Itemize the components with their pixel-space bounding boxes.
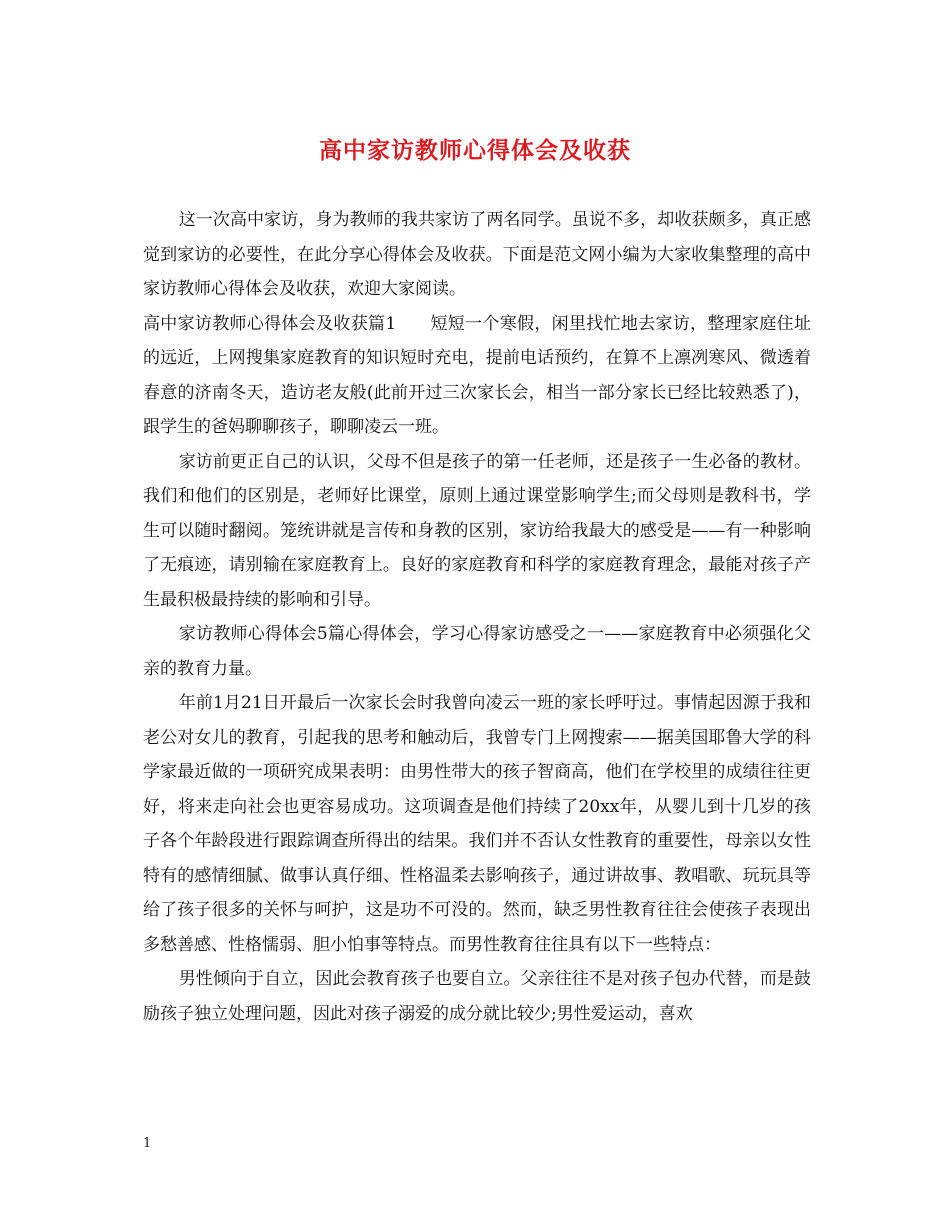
paragraph-5: 年前1月21日开最后一次家长会时我曾向凌云一班的家长呼吁过。事情起因源于我和老公对女儿的教育，引起我的思考和触动后，我曾专门上网搜索——据美国耶鲁大学的科学家最近做的一项研究成果表明：由男性带大的孩子智商高，他们在学校里的成绩往往更好，将来走向社会也更容易成功。这项调查是他们持续了20xx年，从婴儿到十几岁的孩子各个年龄段进行跟踪调查所得出的结果。我们并不否认女性教育的重要性，母亲以女性特有的感情细腻、做事认真仔细、性格温柔去影响孩子，通过讲故事、教唱歌、玩玩具等给了孩子很多的关怀与呵护，这是功不可没的。然而，缺乏男性教育往往会使孩子表现出多愁善感、性格懦弱、胆小怕事等特点。而男性教育往往具有以下一些特点： — [143, 693, 811, 955]
paragraph-6: 男性倾向于自立，因此会教育孩子也要自立。父亲往往不是对孩子包办代替，而是鼓励孩子独立处理问题，因此对孩子溺爱的成分就比较少;男性爱运动，喜欢 — [143, 969, 811, 1024]
section-1-text: 短短一个寒假，闲里找忙地去家访，整理家庭住址的远近，上网搜集家庭教育的知识短时充电，提前电话预约，在算不上凛冽寒风、微透着春意的济南冬天，造访老友般(此前开过三次家长会，相当一部分家长已经比较熟悉了)，跟学生的爸妈聊聊孩子，聊聊凌云一班。 — [143, 313, 811, 437]
section-heading: 高中家访教师心得体会及收获篇1 — [143, 313, 397, 334]
page-number: 1 — [143, 1136, 152, 1151]
paragraph-4: 家访教师心得体会5篇心得体会，学习心得家访感受之一——家庭教育中必须强化父亲的教育力量。 — [143, 624, 811, 679]
document-body — [143, 203, 811, 1031]
paragraph-3: 家访前更正自己的认识，父母不但是孩子的第一任老师，还是孩子一生必备的教材。我们和他们的区别是，老师好比课堂，原则上通过课堂影响学生;而父母则是教科书，学生可以随时翻阅。笼统讲就是言传和身教的区别，家访给我最大的感受是——有一种影响了无痕迹，请别输在家庭教育上。良好的家庭教育和科学的家庭教育理念，最能对孩子产生最积极最持续的影响和引导。 — [143, 451, 811, 610]
paragraph-intro: 这一次高中家访，身为教师的我共家访了两名同学。虽说不多，却收获颇多，真正感觉到家访的必要性，在此分享心得体会及收获。下面是范文网小编为大家收集整理的高中家访教师心得体会及收获，欢迎大家阅读。 — [143, 210, 811, 299]
document-title: 高中家访教师心得体会及收获 — [319, 137, 631, 164]
paragraph-section-1 — [143, 307, 811, 445]
